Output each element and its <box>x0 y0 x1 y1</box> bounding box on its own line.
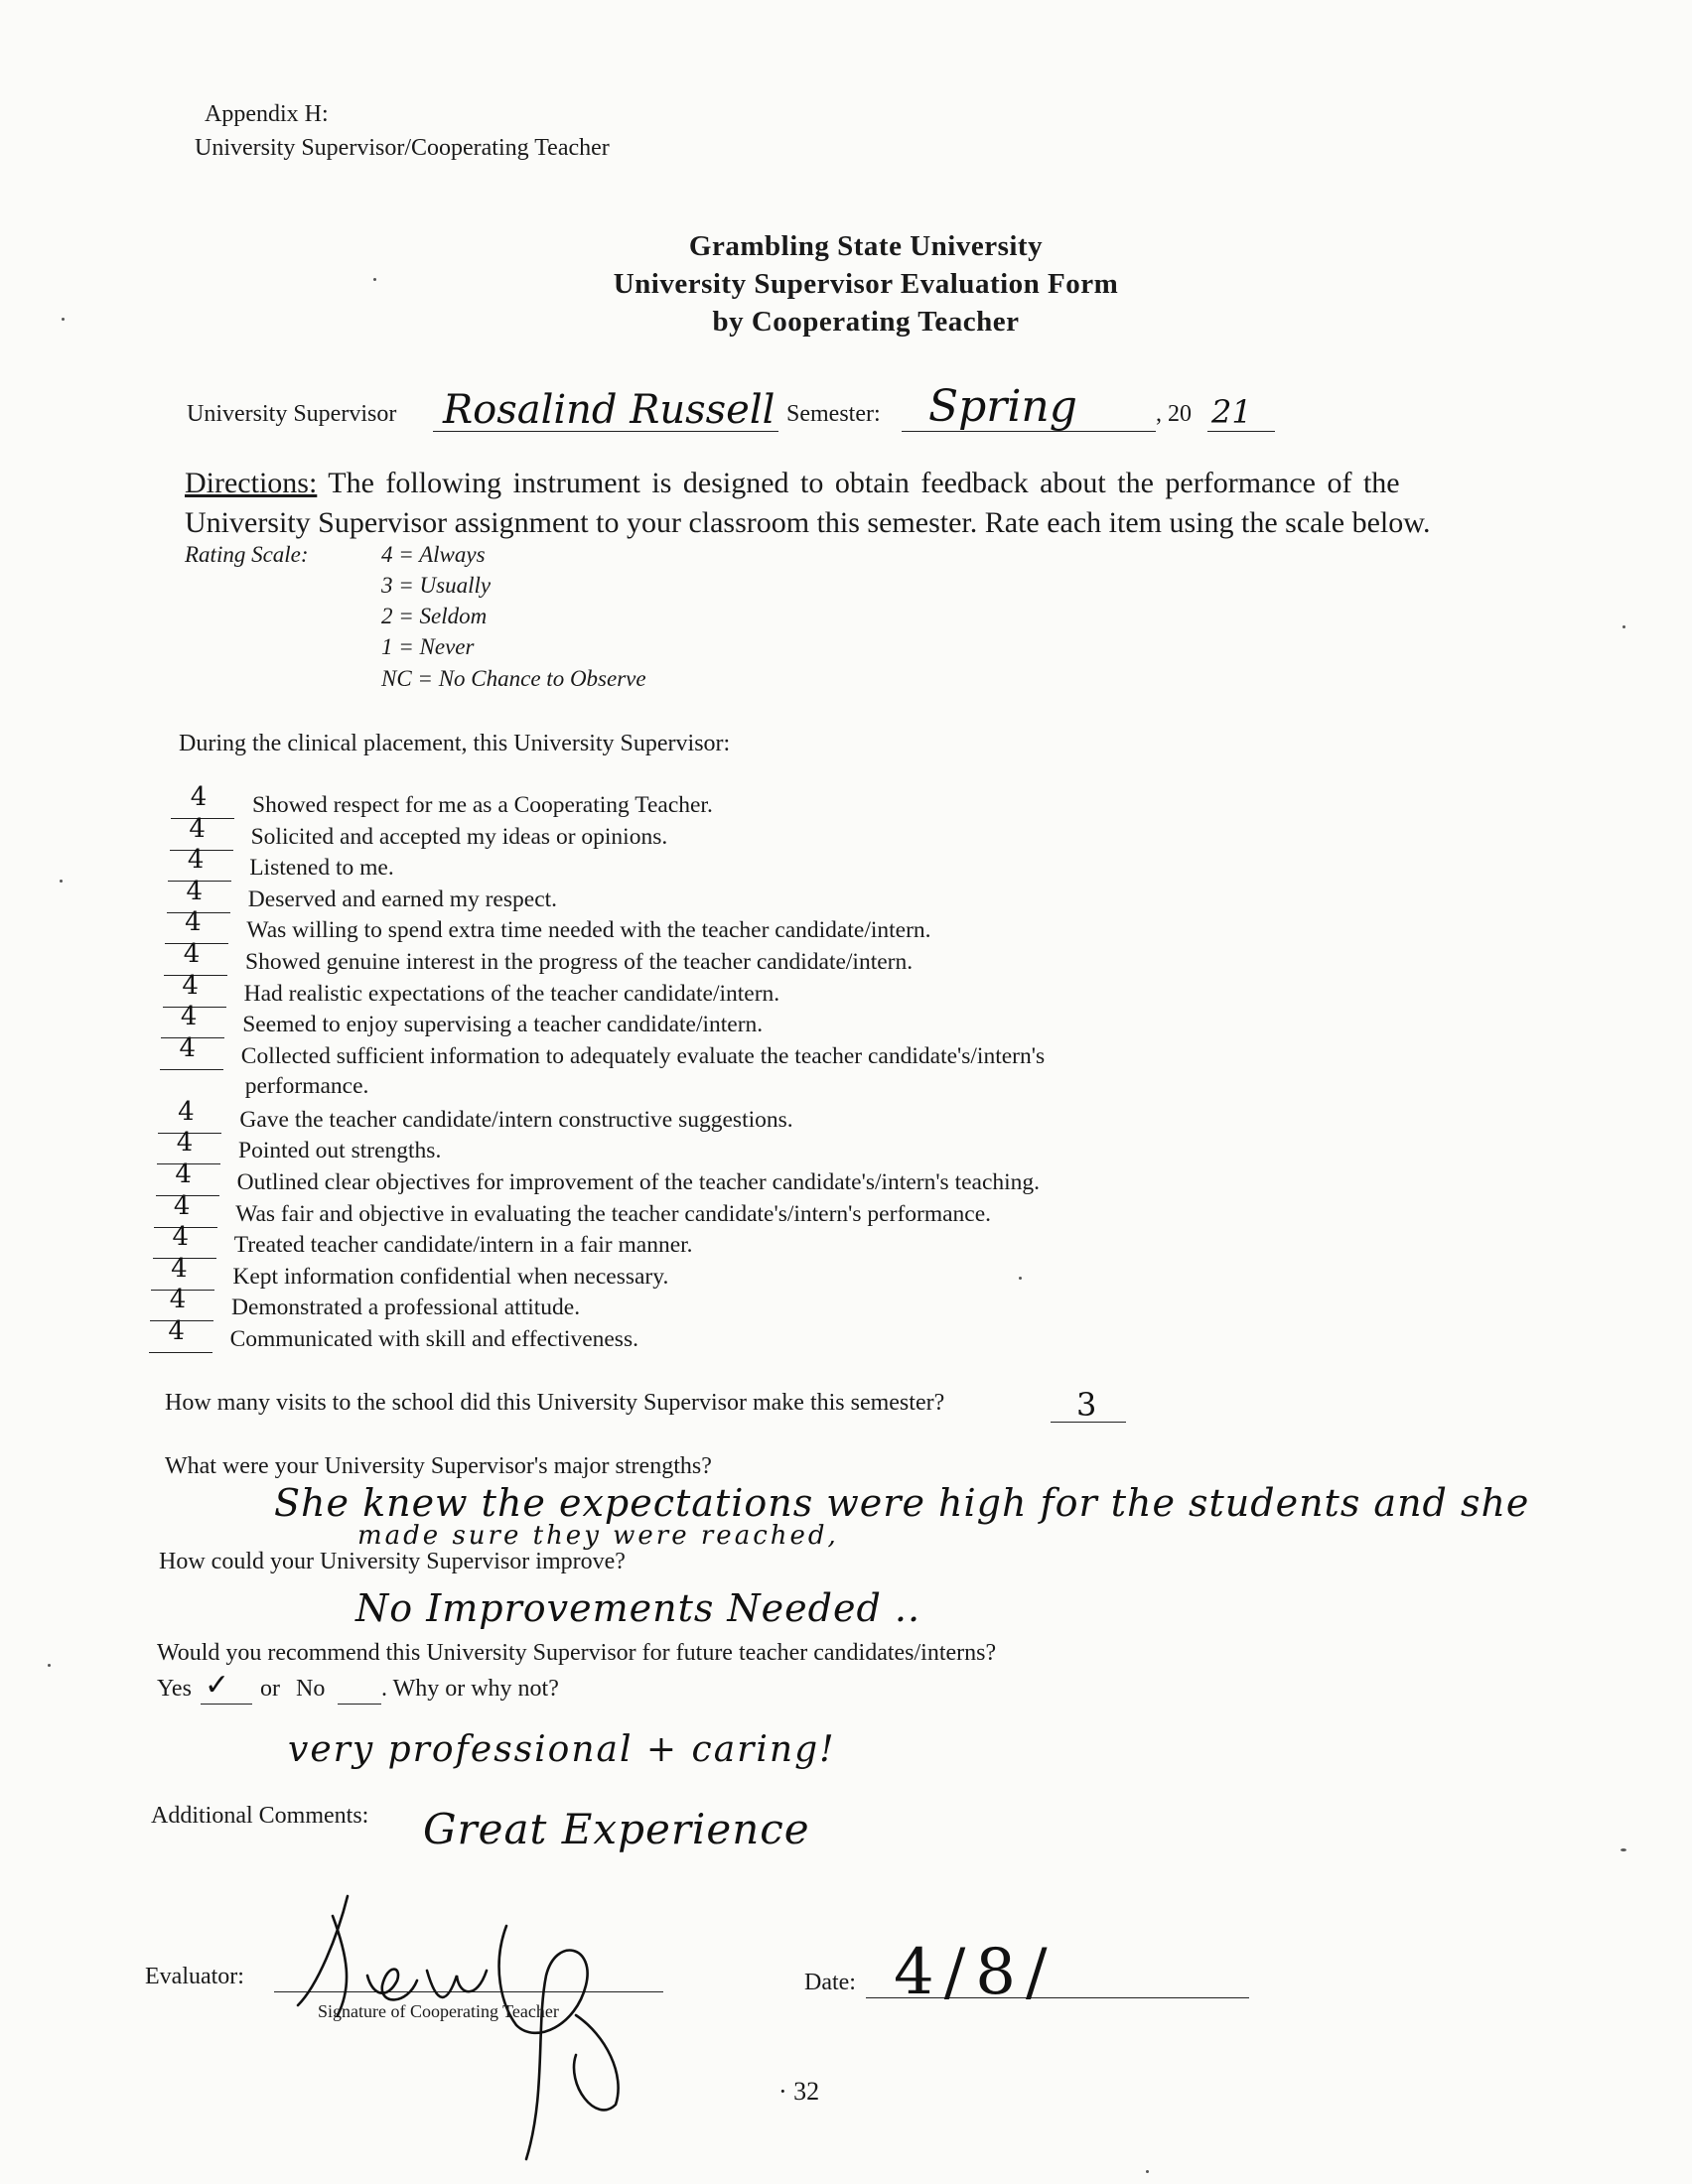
form-title-line2: University Supervisor Evaluation Form <box>613 268 1119 300</box>
directions-line2: University Supervisor assignment to your classroom this semester. Rate each item using the scale below. <box>185 506 1431 539</box>
rating-level-nc: NC = No Chance to Observe <box>381 666 646 691</box>
rating-level-2: 2 = Seldom <box>381 604 488 628</box>
evaluator-signature-image <box>278 1876 655 2174</box>
rating-value: 4 <box>180 1002 198 1032</box>
item-text: Had realistic expectations of the teacher candidate/intern. <box>243 980 780 1007</box>
rating-value: 4 <box>172 1222 190 1253</box>
evaluator-label: Evaluator: <box>145 1964 244 1989</box>
item-text: Showed genuine interest in the progress of the teacher candidate/intern. <box>245 949 914 975</box>
date-label: Date: <box>804 1970 856 1995</box>
strengths-answer-line2[interactable]: made sure they were reached, <box>357 1521 839 1551</box>
scan-speck <box>373 278 376 281</box>
year-handwritten: 21 <box>1211 393 1252 431</box>
item-text: Outlined clear objectives for improvement of the teacher candidate's/intern's teaching. <box>236 1169 1041 1195</box>
form-title-line1: Grambling State University <box>688 230 1044 262</box>
rating-value: 4 <box>179 1032 197 1063</box>
rating-value: 4 <box>178 1096 195 1127</box>
item-text: Demonstrated a professional attitude. <box>231 1295 581 1321</box>
strengths-question: What were your University Supervisor's major strengths? <box>165 1453 712 1479</box>
rating-value: 4 <box>190 782 208 812</box>
rating-value: 4 <box>169 1285 187 1315</box>
item-text: Gave the teacher candidate/intern constructive suggestions. <box>239 1106 793 1133</box>
rating-value: 4 <box>176 1128 194 1159</box>
supervisor-label: University Supervisor <box>187 401 397 427</box>
year-prefix: , 20 <box>1156 401 1192 427</box>
item-text: Listened to me. <box>249 855 394 882</box>
recommend-answer[interactable]: very professional + caring! <box>288 1729 836 1770</box>
item-text: Communicated with skill and effectiveness. <box>229 1326 638 1352</box>
rating-value: 4 <box>175 1160 192 1189</box>
rating-value: 4 <box>171 1253 188 1284</box>
item-text: Solicited and accepted my ideas or opinions. <box>250 823 668 850</box>
rating-value: 4 <box>182 970 199 1001</box>
recommend-no-blank[interactable] <box>338 1704 381 1705</box>
semester-handwritten: Spring <box>928 381 1077 432</box>
scan-speck <box>60 880 63 883</box>
year-field-line <box>1207 431 1275 432</box>
item-text: Showed respect for me as a Cooperating Teacher. <box>252 792 713 818</box>
additional-comments-answer[interactable]: Great Experience <box>423 1805 810 1853</box>
item-text: Was fair and objective in evaluating the teacher candidate's/intern's performance. <box>235 1200 992 1227</box>
visits-question: How many visits to the school did this University Supervisor make this semester? <box>165 1390 945 1416</box>
scan-speck <box>1621 1848 1626 1851</box>
rating-value: 4 <box>173 1190 191 1221</box>
item-text: Deserved and earned my respect. <box>247 886 558 912</box>
appendix-subtitle: University Supervisor/Cooperating Teacher <box>195 135 610 161</box>
item-text: Was willing to spend extra time needed with the teacher candidate/intern. <box>246 917 931 944</box>
visits-answer[interactable]: 3 <box>1076 1386 1097 1424</box>
date-handwritten[interactable]: 4/8/ <box>894 1936 1058 2009</box>
rating-value: 4 <box>185 907 202 938</box>
recommend-question: Would you recommend this University Supervisor for future teacher candidates/interns? <box>157 1640 997 1666</box>
rating-value: 4 <box>187 845 205 876</box>
rating-value: 4 <box>183 939 201 969</box>
improve-answer[interactable]: No Improvements Needed .. <box>355 1586 921 1630</box>
scan-speck <box>62 318 65 321</box>
item-text: Pointed out strengths. <box>238 1138 442 1164</box>
recommend-or-label: or <box>260 1676 280 1702</box>
item-text: Seemed to enjoy supervising a teacher candidate/intern. <box>242 1012 764 1038</box>
rating-value: 4 <box>186 876 204 906</box>
scan-speck <box>1146 2170 1149 2173</box>
page-number: · 32 <box>778 2077 820 2106</box>
item-text: Kept information confidential when necessary. <box>232 1263 669 1290</box>
item-text: Collected sufficient information to adequately evaluate the teacher candidate's/intern's <box>240 1042 1046 1069</box>
item-text: Treated teacher candidate/intern in a fair manner. <box>233 1232 693 1259</box>
rating-level-3: 3 = Usually <box>381 573 492 598</box>
additional-comments-label: Additional Comments: <box>151 1803 369 1829</box>
semester-label: Semester: <box>786 401 881 427</box>
recommend-yes-blank[interactable] <box>201 1704 252 1705</box>
scan-speck <box>1019 1277 1022 1280</box>
rating-level-1: 1 = Never <box>381 634 475 659</box>
item-text-continued: performance. <box>244 1072 369 1099</box>
rating-level-4: 4 = Always <box>381 542 486 567</box>
rating-value: 4 <box>189 813 206 844</box>
signature-caption: Signature of Cooperating Teacher <box>318 2001 559 2021</box>
improve-question: How could your University Supervisor improve? <box>159 1549 626 1574</box>
recommend-why: . Why or why not? <box>381 1676 559 1702</box>
recommend-yes-checkmark: ✓ <box>205 1668 230 1703</box>
strengths-answer-line1[interactable]: She knew the expectations were high for the students and she <box>274 1481 1530 1525</box>
directions-label: Directions: <box>185 467 318 499</box>
scan-speck <box>48 1664 51 1667</box>
directions-line1-wrap <box>185 467 1400 500</box>
supervisor-name-handwritten: Rosalind Russell <box>443 387 776 433</box>
scan-speck <box>1622 625 1625 628</box>
form-title-line3: by Cooperating Teacher <box>712 306 1020 338</box>
directions-line1: The following instrument is designed to obtain feedback about the performance of the <box>317 467 1400 499</box>
rating-scale-label: Rating Scale: <box>185 542 309 567</box>
appendix-label: Appendix H: <box>205 101 329 127</box>
recommend-yes-label: Yes <box>157 1676 192 1702</box>
rating-value: 4 <box>168 1316 185 1346</box>
clinical-placement-intro: During the clinical placement, this University Supervisor: <box>179 731 731 756</box>
recommend-no-label: No <box>296 1676 326 1702</box>
